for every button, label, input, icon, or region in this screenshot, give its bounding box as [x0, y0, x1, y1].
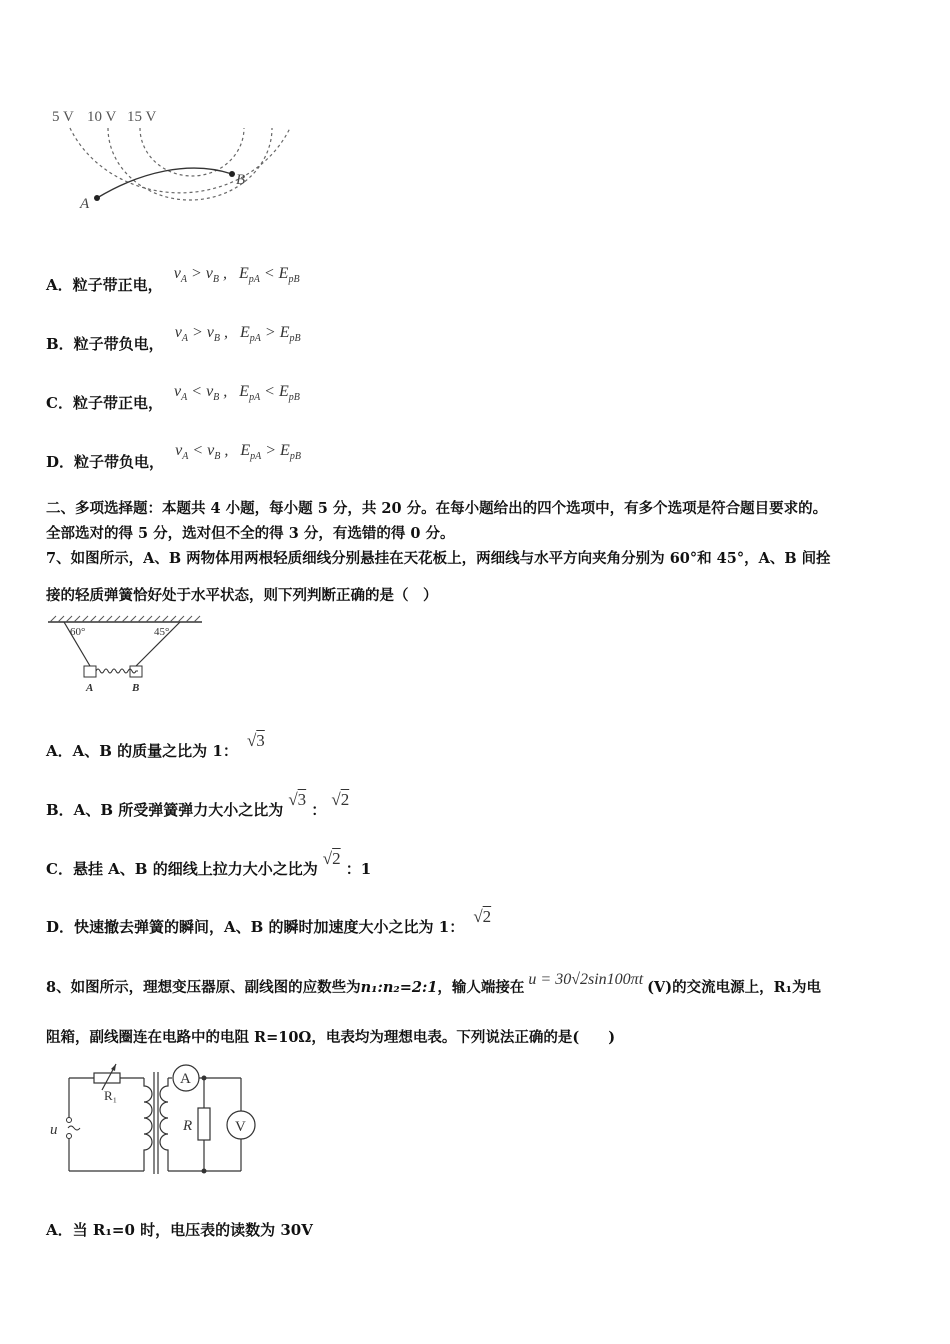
block-b-label: B: [132, 682, 140, 694]
q6-a-v-rel: >: [190, 265, 202, 282]
q8-line1-prefix: 8、如图所示，理想变压器原、副线图的应数些为: [46, 979, 361, 996]
q7-option-c-text: C．悬挂 A、B 的细线上拉力大小之比为: [46, 860, 318, 878]
q6-b-v-rel: >: [192, 324, 203, 341]
point-b-dot: [229, 171, 235, 177]
q7-option-b-radicand1: 3: [297, 790, 307, 809]
q7-option-a: [46, 730, 265, 760]
q6-option-b-math: $v_A > v_B$ , $E_{pA} > E_{pB}$: [174, 324, 301, 345]
secondary-coil: [160, 1078, 168, 1171]
q6-option-b-text: B．粒子带负电，: [46, 335, 164, 353]
equipotential-figure: [40, 100, 310, 245]
voltage-label-10: 10 V: [87, 109, 117, 125]
ammeter-label: A: [180, 1071, 191, 1087]
q7-option-b-text: B．A、B 所受弹簧弹力大小之比为: [46, 801, 284, 819]
q7-option-c-tail: ：1: [345, 860, 372, 878]
q6-option-a-text: A．粒子带正电，: [46, 276, 163, 294]
block-a-label: A: [86, 682, 94, 694]
q7-option-d-radicand: 2: [482, 907, 492, 926]
equipotential-arc-outer: [70, 128, 290, 193]
q8-formula: u = 30√2sin100πt: [528, 971, 644, 988]
r1-label: R₁: [104, 1088, 118, 1103]
q6-c-e-rel: <: [264, 383, 275, 400]
source-terminal-bottom: [67, 1134, 72, 1139]
source-ac-symbol: [68, 1126, 80, 1130]
section2-line1: 二、多项选择题：本题共 4 小题，每小题 5 分，共 20 分。在每小题给出的四个选项中，有多个选项是符合题目要求的。: [46, 500, 828, 517]
q7-option-a-text: A．A、B 的质量之比为 1：: [46, 742, 238, 760]
q8-option-a: A．当 R₁=0 时，电压表的读数为 30V: [46, 1221, 313, 1239]
q7-option-d-sqrt: √2: [473, 907, 492, 926]
source-terminal-top: [67, 1118, 72, 1123]
voltmeter-label: V: [235, 1119, 246, 1135]
q6-option-b: [46, 321, 301, 353]
voltage-label-15: 15 V: [127, 109, 157, 125]
point-a-label: A: [80, 196, 90, 212]
equipotential-arc-inner: [140, 128, 244, 176]
point-b-label: B: [236, 172, 246, 188]
resistor-r: [198, 1108, 210, 1140]
q7-option-a-radicand: 3: [256, 731, 265, 750]
q8-line1-mid: ，输人端接在: [437, 979, 525, 996]
q6-option-a: [46, 262, 300, 294]
q7-option-d-text: D．快速撤去弹簧的瞬间，A、B 的瞬时加速度大小之比为 1：: [46, 918, 465, 936]
q6-b-e-rel: >: [264, 324, 276, 341]
resistor-r1-arrowhead: [111, 1064, 116, 1071]
ceiling-hatch: [50, 616, 200, 622]
voltage-label-5: 5 V: [52, 109, 74, 125]
q6-c-v-rel: <: [191, 383, 203, 400]
q7-line2: 接的轻质弹簧恰好处于水平状态，则下列判断正确的是（ ）: [46, 587, 438, 604]
q8-ratio: n₁:n₂=2:1: [360, 979, 438, 996]
source-u-label: u: [50, 1122, 58, 1138]
q6-option-a-math: $v_A > v_B$ , $E_{pA} < E_{pB}$: [173, 265, 300, 286]
q7-line1: 7、如图所示，A、B 两物体用两根轻质细线分别悬挂在天花板上，两细线与水平方向夹角分别为 60°和 45°，A、B 间拴: [46, 550, 831, 567]
point-a-dot: [94, 195, 100, 201]
q6-option-c-math: $v_A < v_B$ , $E_{pA} < E_{pB}$: [174, 383, 300, 404]
q8-line1: [46, 968, 822, 996]
q6-option-d-text: D．粒子带负电，: [46, 453, 165, 471]
q7-option-b-sqrt1: √3: [288, 790, 307, 809]
q8-circuit-figure: [44, 1058, 264, 1178]
q7-option-d: [46, 906, 492, 936]
angle-60-label: 60°: [70, 626, 86, 638]
q6-option-d-math: $v_A < v_B$ , $E_{pA} > E_{pB}$: [175, 442, 301, 463]
q7-option-b-radicand2: 2: [340, 790, 350, 809]
q6-option-c-text: C．粒子带正电，: [46, 394, 163, 412]
section2-line2: 全部选对的得 5 分，选对但不全的得 3 分，有选错的得 0 分。: [46, 525, 455, 542]
q7-option-b: [46, 789, 350, 819]
q7-option-b-sqrt2: √2: [331, 790, 350, 809]
block-a: [84, 666, 96, 677]
q7-option-c-sqrt: √2: [322, 849, 341, 868]
q7-figure: [44, 614, 206, 696]
q7-option-c-radicand: 2: [332, 849, 341, 868]
q7-option-c: [46, 848, 372, 878]
primary-coil: [144, 1078, 152, 1171]
equipotential-arc-middle: [108, 128, 272, 200]
q6-option-d: [46, 439, 301, 471]
q8-line1-suffix: (V)的交流电源上，R₁为电: [647, 979, 822, 996]
q6-a-e-rel: <: [263, 265, 275, 282]
q6-d-v-rel: <: [192, 442, 204, 459]
q6-d-e-rel: >: [265, 442, 277, 459]
q6-option-c: [46, 380, 300, 412]
resistor-r-label: R: [183, 1118, 193, 1134]
q8-line2: 阻箱，副线圈连在电路中的电阻 R=10Ω，电表均为理想电表。下列说法正确的是( ): [46, 1029, 616, 1046]
angle-45-label: 45°: [154, 626, 170, 638]
q7-option-a-sqrt: √3: [246, 731, 265, 750]
q7-option-b-sep: ：: [311, 801, 327, 819]
